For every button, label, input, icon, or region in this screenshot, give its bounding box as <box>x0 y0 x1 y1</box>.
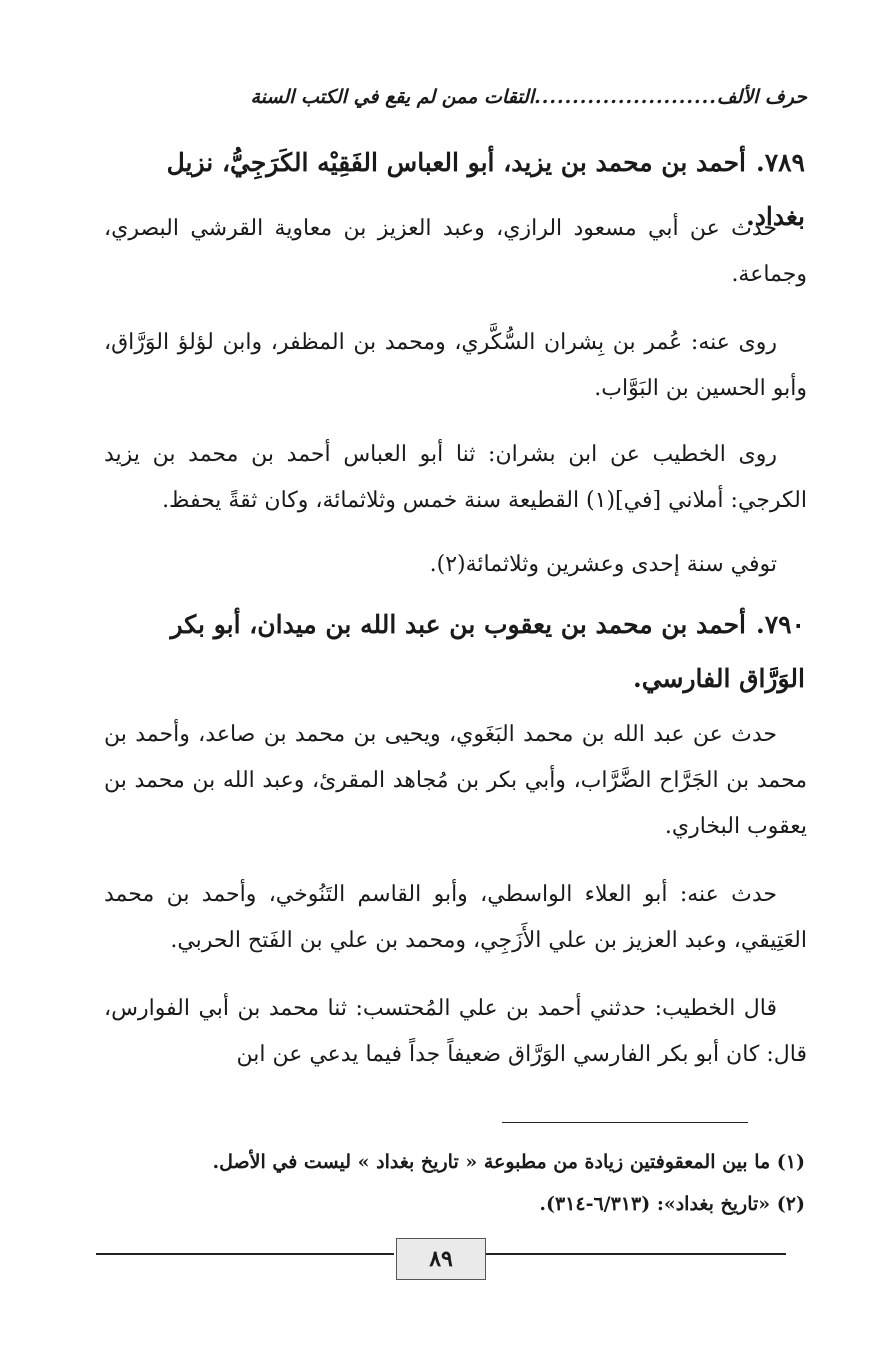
paragraph <box>104 320 807 412</box>
paragraph-text: حدث عنه: أبو العلاء الواسطي، وأبو القاسم التَنُوخي، وأحمد بن محمد العَتِيقي، وعبد العزيز بن علي الأَزَجِي، ومحمد بن علي بن الفَتح الحربي. <box>104 882 807 953</box>
page-number: ٨٩ <box>396 1238 486 1280</box>
footnote: (٢) «تاريخ بغداد»: (٦/٣١٣-٣١٤). <box>539 1193 805 1215</box>
paragraph-text: قال الخطيب: حدثني أحمد بن علي المُحتسب: ثنا محمد بن أبي الفوارس، قال: كان أبو بكر الفارسي الوَرَّاق ضعيفاً جداً فيما يدعي عن ابن <box>104 996 807 1067</box>
header-leader-dots: ........................ <box>534 86 717 108</box>
paragraph <box>104 542 807 588</box>
paragraph <box>104 872 807 964</box>
paragraph <box>104 206 807 298</box>
entry-heading: أحمد بن محمد بن يعقوب بن عبد الله بن ميدان، أبو بكر الوَرَّاق الفارسي. <box>170 610 805 693</box>
paragraph <box>104 432 807 524</box>
running-header <box>118 86 807 122</box>
paragraph-text: حدث عن أبي مسعود الرازي، وعبد العزيز بن معاوية القرشي البصري، وجماعة. <box>104 216 807 287</box>
header-section: حرف الألف <box>716 86 807 108</box>
entry-number: ٧٨٩. <box>755 148 805 177</box>
bottom-rule-right <box>486 1253 786 1255</box>
paragraph-text: حدث عن عبد الله بن محمد البَغَوي، ويحيى بن محمد بن صاعد، وأحمد بن محمد بن الجَرَّاح الضَّرَّاب، وأبي بكر بن مُجاهد المقرئ، وعبد الله بن محمد بن يعقوب البخاري. <box>104 722 808 839</box>
entry-heading: أحمد بن محمد بن يزيد، أبو العباس الفَقِيْه الكَرَجِيُّ، نزيل بغداد. <box>166 148 805 231</box>
paragraph-text: روى عنه: عُمر بن بِشران السُّكَّري، ومحمد بن المظفر، وابن لؤلؤ الوَرَّاق، وأبو الحسين بن البَوَّاب. <box>104 330 807 401</box>
footnote-separator <box>502 1122 748 1123</box>
entry-number: ٧٩٠. <box>755 610 805 639</box>
paragraph <box>104 986 807 1078</box>
footnote: (١) ما بين المعقوفتين زيادة من مطبوعة « تاريخ بغداد » ليست في الأصل. <box>212 1151 805 1173</box>
paragraph-text: روى الخطيب عن ابن بشران: ثنا أبو العباس أحمد بن محمد بن يزيد الكرجي: أملاني [في](١) القطيعة سنة خمس وثلاثمائة، وكان ثقةً يحفظ. <box>104 442 807 513</box>
bottom-rule-left <box>96 1253 394 1255</box>
paragraph <box>104 712 807 850</box>
header-book-title: التقات ممن لم يقع في الكتب السنة <box>250 86 535 108</box>
paragraph-text: توفي سنة إحدى وعشرين وثلاثمائة(٢). <box>429 552 777 577</box>
entry-title <box>100 598 805 706</box>
